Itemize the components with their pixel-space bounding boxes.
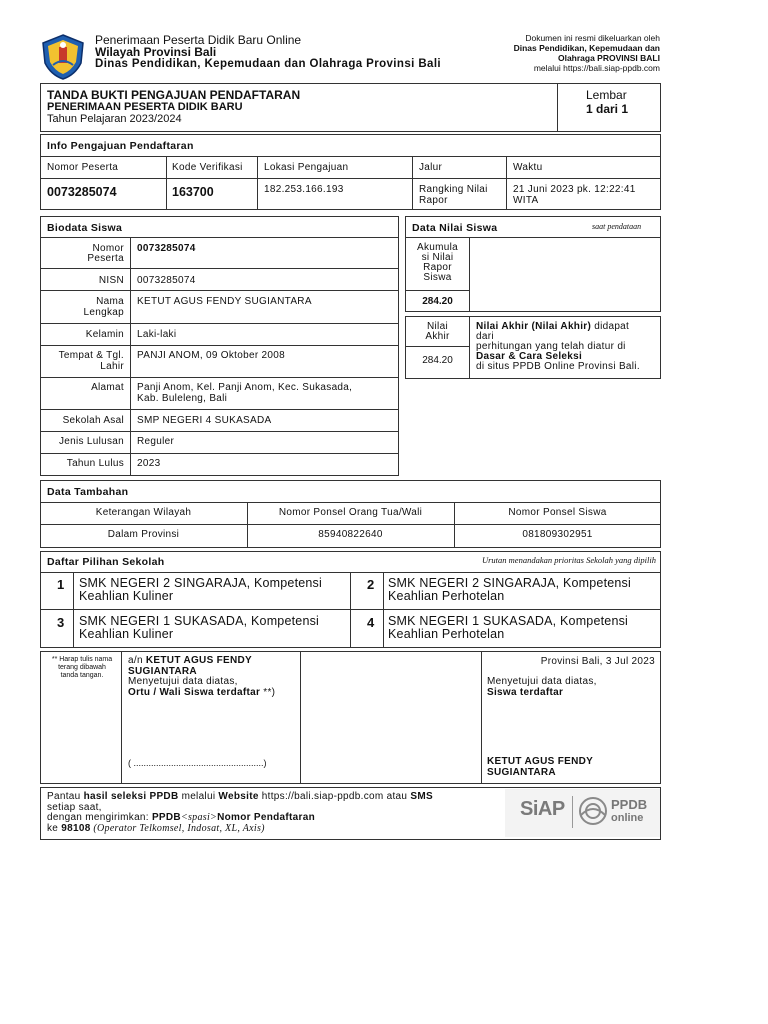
ppdb-logo-text: PPDB <box>611 797 648 812</box>
official-line-4: melalui https://bali.siap-ppdb.com <box>533 63 660 73</box>
info-col-4 <box>506 156 507 210</box>
agree-line-4: Siswa terdaftar <box>487 686 564 698</box>
choice-1-line-1: SMK NEGERI 2 SINGARAJA, Kompetensi <box>79 576 322 590</box>
agree-line-2-suffix: **) <box>260 686 276 698</box>
nilai-akhir-divider <box>405 346 469 347</box>
label-sekolah: Sekolah Asal <box>62 415 124 426</box>
nilai-col <box>469 237 470 312</box>
biodata-row-8 <box>40 453 399 454</box>
choice-number-2: 2 <box>367 577 375 592</box>
doc-title: TANDA BUKTI PENGAJUAN PENDAFTARAN <box>47 88 301 102</box>
biodata-row-3 <box>40 323 399 324</box>
choice-3-line-1: SMK NEGERI 1 SUKASADA, Kompetensi <box>79 614 320 628</box>
header-ortu: Nomor Ponsel Orang Tua/Wali <box>278 507 423 518</box>
signature-col-2 <box>300 651 301 784</box>
title-divider <box>557 83 558 132</box>
akhir-line-2: Akhir <box>425 331 450 342</box>
tambahan-divider-2 <box>40 524 661 525</box>
pilihan-col-a <box>73 572 74 648</box>
footer-i1: <spasi> <box>180 812 218 823</box>
siap-logo-text: SiAP <box>520 798 565 820</box>
signature-col-1 <box>121 651 122 784</box>
value-ttl: PANJI ANOM, 09 Oktober 2008 <box>137 350 285 361</box>
header-lokasi: Lokasi Pengajuan <box>264 162 349 173</box>
footer-b5: Nomor Pendaftaran <box>217 812 316 823</box>
agree-line-1: Menyetujui data diatas, <box>128 676 238 687</box>
footer-t5: dengan mengirimkan: <box>47 812 152 823</box>
agree-line-3: Menyetujui data diatas, <box>487 676 597 687</box>
desc-4: di situs PPDB Online Provinsi Bali. <box>476 361 640 372</box>
sheet-label: Lembar <box>586 88 627 102</box>
nilai-title: Data Nilai Siswa <box>412 222 498 234</box>
biodata-row-7 <box>40 431 399 432</box>
value-alamat-2: Kab. Buleleng, Bali <box>137 393 228 404</box>
value-kelamin: Laki-laki <box>137 329 177 340</box>
choice-number-3: 3 <box>57 615 65 630</box>
waktu-value-2: WITA <box>513 195 539 206</box>
kode-verifikasi-value: 163700 <box>172 185 214 199</box>
choice-2-line-2: Keahlian Perhotelan <box>388 589 505 603</box>
value-tahun: 2023 <box>137 458 161 469</box>
choice-2-line-1: SMK NEGERI 2 SINGARAJA, Kompetensi <box>388 576 631 590</box>
footer-text <box>47 792 492 834</box>
student-name-1: KETUT AGUS FENDY <box>487 756 594 767</box>
label-tahun: Tahun Lulus <box>66 458 124 469</box>
value-nama: KETUT AGUS FENDY SUGIANTARA <box>137 296 312 307</box>
logo-divider <box>572 796 573 828</box>
footer-b4: PPDB <box>151 812 181 823</box>
akum-line-2: si Nilai <box>421 252 454 263</box>
nilai-note: saat pendataan <box>592 222 642 231</box>
biodata-title: Biodata Siswa <box>47 222 123 234</box>
value-ortu: 85940822640 <box>318 529 383 540</box>
header-jalur: Jalur <box>419 162 443 173</box>
footer-b6: 98108 <box>61 822 91 834</box>
info-col-1 <box>166 156 167 210</box>
sig-note-2: terang dibawah <box>58 664 106 671</box>
biodata-row-0 <box>40 237 399 238</box>
label-nisn: NISN <box>98 275 124 286</box>
desc-1: didapat <box>594 321 630 332</box>
header-line-1: Penerimaan Peserta Didik Baru Online <box>95 33 302 47</box>
label-kelamin: Kelamin <box>85 329 124 340</box>
header-line-3: Dinas Pendidikan, Kepemudaan dan Olahraga Provinsi Bali <box>95 58 442 70</box>
footer-t6: ke <box>47 822 62 834</box>
akhir-label <box>406 322 469 342</box>
choice-school-4 <box>388 615 628 641</box>
student-agree <box>487 677 597 698</box>
header-nomor-peserta: Nomor Peserta <box>47 162 119 173</box>
value-siswa: 081809302951 <box>522 529 593 540</box>
waktu-value-1: 21 Juni 2023 pk. 12:22:41 <box>513 184 636 195</box>
tambahan-divider-1 <box>40 502 661 503</box>
sig-note-3: tanda tangan. <box>60 672 104 679</box>
ppdb-online-text: online <box>611 812 644 824</box>
value-wilayah: Dalam Provinsi <box>107 529 180 540</box>
desc-bold-2: Dasar & Cara Seleksi <box>476 351 583 362</box>
info-col-2 <box>257 156 258 210</box>
akhir-description <box>476 322 658 372</box>
official-line-2: Dinas Pendidikan, Kepemudaan dan <box>513 43 660 53</box>
ppdb-emblem-icon <box>577 795 609 827</box>
desc-2: dari <box>476 331 494 342</box>
biodata-col <box>130 237 131 476</box>
doc-subtitle: PENERIMAAN PESERTA DIDIK BARU <box>47 101 243 113</box>
biodata-row-5 <box>40 377 399 378</box>
info-divider-1 <box>40 156 661 157</box>
akum-value: 284.20 <box>422 296 453 307</box>
pilihan-col-b <box>350 572 351 648</box>
akhir-value: 284.20 <box>422 355 453 366</box>
footer-t1: Pantau <box>47 791 84 802</box>
choice-number-4: 4 <box>367 615 375 630</box>
student-name-2: SUGIANTARA <box>487 766 556 778</box>
pilihan-note: Urutan menandakan prioritas Sekolah yang dipilih <box>481 555 656 565</box>
biodata-row-6 <box>40 409 399 410</box>
footer-t2: melalui <box>178 791 219 802</box>
label-jenis: Jenis Lulusan <box>58 436 124 447</box>
lokasi-value: 182.253.166.193 <box>264 184 344 195</box>
label-nama-2: Lengkap <box>83 307 124 318</box>
footer-t4: setiap saat, <box>47 801 102 813</box>
label-ttl-2: Lahir <box>100 361 124 372</box>
value-nomor: 0073285074 <box>137 243 196 254</box>
desc-bold-1: Nilai Akhir (Nilai Akhir) <box>476 321 592 332</box>
label-nama-1: Nama <box>96 296 124 307</box>
pilihan-title: Daftar Pilihan Sekolah <box>47 556 165 568</box>
choice-number-1: 1 <box>57 577 65 592</box>
footer-b2: Website <box>218 791 259 802</box>
jalur-value-2: Rapor <box>419 195 448 206</box>
choice-school-2 <box>388 577 631 603</box>
akum-line-3: Rapor <box>423 262 452 273</box>
sheet-value: 1 dari 1 <box>586 102 629 116</box>
label-nomor-2: Peserta <box>87 253 124 264</box>
choice-4-line-1: SMK NEGERI 1 SUKASADA, Kompetensi <box>388 614 629 628</box>
parent-name-blank: ( ....................................................) <box>128 758 267 768</box>
biodata-row-2 <box>40 290 399 291</box>
info-divider-2 <box>40 178 661 179</box>
nomor-peserta-value: 0073285074 <box>47 185 117 199</box>
an-name-1: KETUT AGUS FENDY <box>145 655 253 666</box>
choice-4-line-2: Keahlian Perhotelan <box>388 627 505 641</box>
jalur-value-1: Rangking Nilai <box>419 184 488 195</box>
footer-b3: SMS <box>410 791 433 802</box>
pilihan-col-c <box>383 572 384 648</box>
label-nomor-1: Nomor <box>92 243 124 254</box>
akum-line-4: Siswa <box>423 272 452 283</box>
place-date: Provinsi Bali, 3 Jul 2023 <box>540 656 655 667</box>
value-sekolah: SMP NEGERI 4 SUKASADA <box>137 415 272 426</box>
agree-line-2: Ortu / Wali Siswa terdaftar <box>128 686 261 698</box>
tambahan-title: Data Tambahan <box>47 486 129 498</box>
header-wilayah: Keterangan Wilayah <box>95 507 192 518</box>
sig-note-1: ** Harap tulis nama <box>51 656 113 663</box>
student-name <box>487 757 593 778</box>
official-line-3: Olahraga PROVINSI BALI <box>557 53 660 63</box>
akum-line-1: Akumula <box>416 242 458 253</box>
info-col-3 <box>412 156 413 210</box>
biodata-row-1 <box>40 268 399 269</box>
header-line-2: Wilayah Provinsi Bali <box>95 45 217 59</box>
akum-label <box>406 243 469 283</box>
choice-1-line-2: Keahlian Kuliner <box>79 589 174 603</box>
label-ttl-1: Tempat & Tgl. <box>58 350 124 361</box>
footer-t3: https://bali.siap-ppdb.com atau <box>258 791 411 802</box>
an-prefix: a/n <box>128 655 143 666</box>
an-name-2: SUGIANTARA <box>128 665 197 677</box>
siap-logo <box>520 798 565 821</box>
official-note <box>514 33 660 73</box>
footer-b1: hasil seleksi PPDB <box>83 791 179 802</box>
provincial-emblem-icon <box>39 33 87 81</box>
nilai-divider-2 <box>405 290 469 291</box>
nilai-divider-1 <box>405 237 661 238</box>
footer-i2: (Operator Telkomsel, Indosat, XL, Axis) <box>90 822 265 834</box>
value-alamat-1: Panji Anom, Kel. Panji Anom, Kec. Sukasada, <box>137 382 353 393</box>
biodata-row-4 <box>40 345 399 346</box>
nilai-akhir-col <box>469 316 470 379</box>
value-nisn: 0073285074 <box>137 275 196 286</box>
header-kode-verifikasi: Kode Verifikasi <box>172 162 243 173</box>
official-line-1: Dokumen ini resmi dikeluarkan oleh <box>525 33 660 43</box>
header-waktu: Waktu <box>513 162 543 173</box>
info-title: Info Pengajuan Pendaftaran <box>47 140 194 152</box>
parent-signature-block <box>128 656 275 698</box>
signature-note <box>44 656 120 680</box>
header-siswa: Nomor Ponsel Siswa <box>508 507 607 518</box>
doc-year: Tahun Pelajaran 2023/2024 <box>47 113 182 125</box>
choice-school-1 <box>79 577 322 603</box>
desc-3: perhitungan yang telah diatur di <box>476 341 626 352</box>
signature-col-3 <box>481 651 482 784</box>
akhir-line-1: Nilai <box>427 321 448 332</box>
choice-school-3 <box>79 615 319 641</box>
choice-3-line-2: Keahlian Kuliner <box>79 627 174 641</box>
value-jenis: Reguler <box>137 436 175 447</box>
label-alamat: Alamat <box>91 382 124 393</box>
